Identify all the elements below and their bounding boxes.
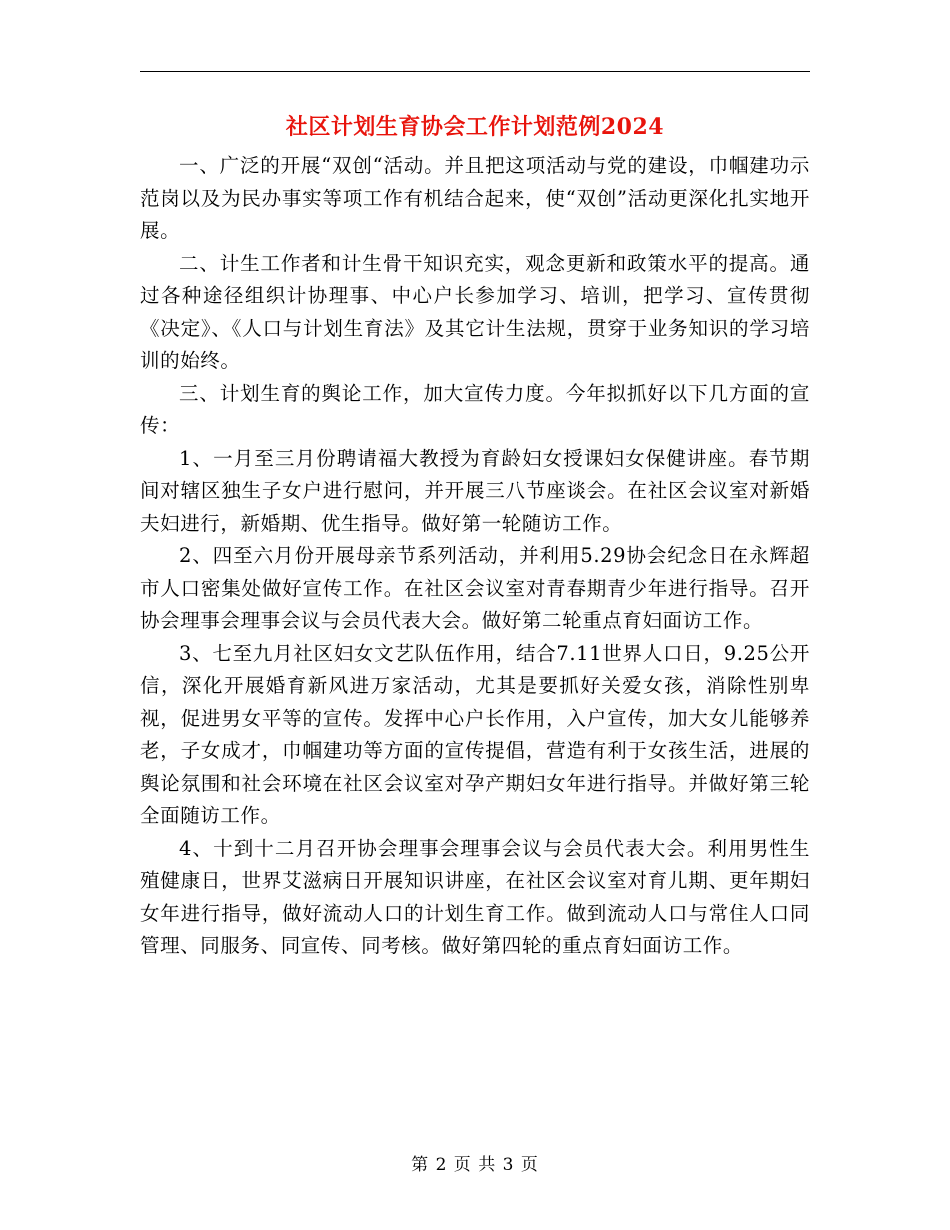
paragraph-3: 三、计划生育的舆论工作，加大宣传力度。今年拟抓好以下几方面的宣传：: [140, 381, 810, 437]
paragraph-1: 一、广泛的开展“双创“活动。并且把这项活动与党的建设，巾帼建功示范岗以及为民办事实等项工作有机结合起来，使“双创”活动更深化扎实地开展。: [140, 154, 810, 242]
page-number: 第 2 页 共 3 页: [411, 1155, 539, 1175]
paragraph-6: 3、七至九月社区妇女文艺队伍作用，结合7.11世界人口日，9.25公开信，深化开展婚育新风进万家活动，尤其是要抓好关爱女孩，消除性别卑视，促进男女平等的宣传。发挥中心户长作用，入户宣传，加大女儿能够养老，子女成才，巾帼建功等方面的宣传提倡，营造有利于女孩生活，进展的舆论氛围和社会环境在社区会议室对孕产期妇女年进行指导。并做好第三轮全面随访工作。: [140, 641, 810, 827]
paragraph-4: 1、一月至三月份聘请福大教授为育龄妇女授课妇女保健讲座。春节期间对辖区独生子女户进行慰问，并开展三八节座谈会。在社区会议室对新婚夫妇进行，新婚期、优生指导。做好第一轮随访工作。: [140, 446, 810, 535]
paragraph-7: 4、十到十二月召开协会理事会理事会议与会员代表大会。利用男性生殖健康日，世界艾滋病日开展知识讲座，在社区会议室对育儿期、更年期妇女年进行指导，做好流动人口的计划生育工作。做到流动人口与常住人口同管理、同服务、同宣传、同考核。做好第四轮的重点育妇面访工作。: [140, 836, 810, 957]
document-body: [140, 150, 810, 963]
document-title: 社区计划生育协会工作计划范例2024: [285, 114, 665, 140]
paragraph-5: 2、四至六月份开展母亲节系列活动，并利用5.29协会纪念日在永辉超市人口密集处做好宣传工作。在社区会议室对青春期青少年进行指导。召开协会理事会理事会议与会员代表大会。做好第二轮重点育妇面访工作。: [140, 544, 810, 632]
header-rule: [140, 71, 810, 72]
paragraph-2: 二、计生工作者和计生骨干知识充实，观念更新和政策水平的提高。通过各种途径组织计协理事、中心户长参加学习、培训，把学习、宣传贯彻《决定》、《人口与计划生育法》及其它计生法规，贯穿于业务知识的学习培训的始终。: [140, 251, 810, 372]
